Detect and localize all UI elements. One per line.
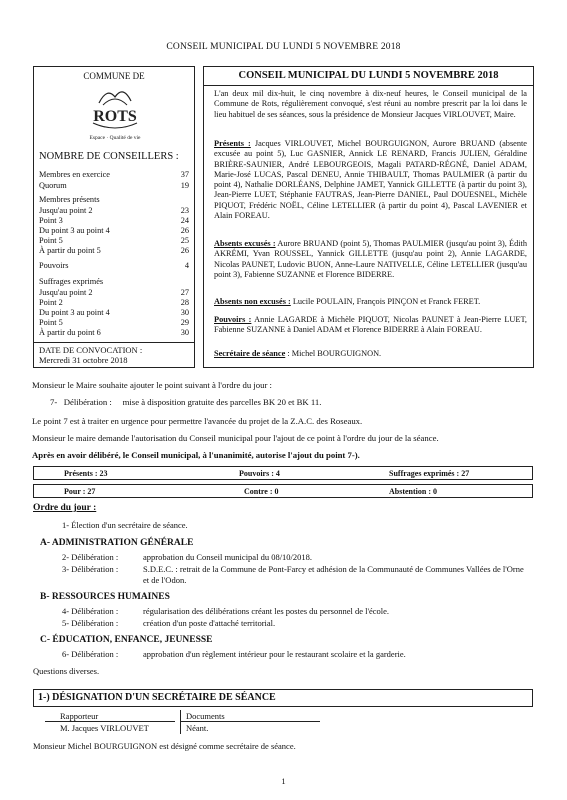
decision-paragraph: Après en avoir délibéré, le Conseil municipal, à l'unanimité, autorise l'ajout du point 7-). (32, 450, 360, 460)
session-title: CONSEIL MUNICIPAL DU LUNDI 5 NOVEMBRE 2018 (238, 70, 499, 81)
vote-suffrages: Suffrages exprimés : 27 (389, 469, 470, 478)
stat-row: Du point 3 au point 4 30 (39, 308, 189, 317)
stat-row: À partir du point 5 26 (39, 246, 189, 255)
agenda-item-label: 6- Délibération : (62, 649, 119, 659)
documents-value: Néant. (186, 723, 209, 733)
section-1-title-box (33, 689, 533, 707)
pouvoirs-paragraph: Pouvoirs : Annie LAGARDE à Michèle PIQUOT, Nicolas PAUNET à Jean-Pierre LUET, Fabienne SUZANNE à Daniel ADAM et Florence BIDERRE à Alain FOREAU. (214, 315, 527, 335)
votes-row-1 (33, 466, 533, 480)
suffrages-label: Suffrages exprimés (39, 277, 104, 286)
stat-row: Point 2 28 (39, 298, 189, 307)
vote-pour: Pour : 27 (64, 487, 96, 496)
convocation-label: DATE DE CONVOCATION : (39, 345, 143, 355)
rapporteur-label: Rapporteur (60, 711, 99, 721)
non-excuses-paragraph: Absents non excusés : Lucile POULAIN, François PINÇON et Franck FERET. (214, 297, 481, 306)
agenda-item-label: 2- Délibération : (62, 552, 119, 562)
page-header: CONSEIL MUNICIPAL DU LUNDI 5 NOVEMBRE 2018 (166, 42, 401, 52)
agenda-item-text: approbation du Conseil municipal du 08/10/2018. (143, 552, 313, 562)
divider (45, 721, 175, 722)
votes-row-2 (33, 484, 533, 498)
divider (180, 710, 181, 734)
session-info-box (203, 66, 534, 368)
intro-paragraph: L'an deux mil dix-huit, le cinq novembre à dix-neuf heures, le Conseil municipal de la Commune de Rots, régulièrement convoqué, s'est réuni au nombre prescrit par la loi dans le lieu habituel de ses séances, sous la présidence de Monsieur Jacques VIRLOUVET, Maire. (214, 89, 527, 119)
page-number: 1 (281, 776, 286, 786)
section-a-title: A- ADMINISTRATION GÉNÉRALE (40, 538, 194, 548)
section-c-title: C- ÉDUCATION, ENFANCE, JEUNESSE (40, 635, 213, 645)
agenda-item-text: création d'un poste d'attaché territorial. (143, 618, 276, 628)
section-b-title: B- RESSOURCES HUMAINES (40, 592, 170, 602)
vote-abstention: Abstention : 0 (389, 487, 438, 496)
stat-row: Du point 3 au point 4 26 (39, 226, 189, 235)
added-item: 7- Délibération : mise à disposition gratuite des parcelles BK 20 et BK 11. (50, 397, 322, 407)
council-stats-box (33, 66, 195, 368)
body-paragraph: Monsieur le Maire souhaite ajouter le point suivant à l'ordre du jour : (32, 380, 272, 390)
divider (180, 721, 320, 722)
agenda-item: 1- Élection d'un secrétaire de séance. (62, 520, 188, 530)
questions-diverses: Questions diverses. (33, 666, 100, 676)
vote-pouvoirs: Pouvoirs : 4 (239, 469, 280, 478)
stat-row: À partir du point 6 30 (39, 328, 189, 337)
body-paragraph: Le point 7 est à traiter en urgence pour permettre l'avancée du projet de la Z.A.C. des Roseaux. (32, 416, 363, 426)
stat-row: Point 3 24 (39, 216, 189, 225)
rots-logo (79, 83, 151, 143)
vote-contre: Contre : 0 (244, 487, 279, 496)
agenda-item-label: 5- Délibération : (62, 618, 119, 628)
agenda-item-text: régularisation des délibérations créant les postes du personnel de l'école. (143, 606, 390, 616)
logo-tagline: Espace · Qualité de vie (89, 135, 141, 141)
ordre-du-jour-title: Ordre du jour : (33, 503, 97, 513)
stat-row: Quorum 19 (39, 181, 189, 190)
rapporteur-value: M. Jacques VIRLOUVET (60, 723, 149, 733)
section-1-title: 1-) DÉSIGNATION D'UN SECRÉTAIRE DE SÉANCE (38, 692, 276, 703)
divider (204, 85, 533, 86)
stat-row: Jusqu'au point 2 27 (39, 288, 189, 297)
stat-row: Pouvoirs 4 (39, 261, 189, 270)
stat-row: Jusqu'au point 2 23 (39, 206, 189, 215)
stat-row: Membres en exercice 37 (39, 170, 189, 179)
body-paragraph: Monsieur le maire demande l'autorisation du Conseil municipal pour l'ajout de ce point à l'ordre du jour de la séance. (32, 433, 439, 443)
presents-label: Membres présents (39, 195, 100, 204)
secretaire-paragraph: Secrétaire de séance : Michel BOURGUIGNON. (214, 349, 382, 358)
excuses-paragraph: Absents excusés : Aurore BRUAND (point 5), Thomas PAULMIER (jusqu'au point 3), Édith AKRÉMI, Yvan ROUSSEL, Yannick GILLETTE (jusqu'au point 2), Annie LAGARDE, Nicolas PAUNET, Ludovic BUON, Anne-Laure NATIVELLE, Céline LETELLIER (jusqu'au point 3), Fabienne SUZANNE et Florence BIDERRE. (214, 239, 527, 279)
agenda-item-text: S.D.E.C. : retrait de la Commune de Pont-Farcy et adhésion de la Communauté de Communes Vallées de l'Orne et de l'Odon. (143, 564, 524, 585)
vote-presents: Présents : 23 (64, 469, 108, 478)
logo-text: ROTS (93, 108, 137, 125)
final-statement: Monsieur Michel BOURGUIGNON est désigné comme secrétaire de séance. (33, 741, 296, 751)
convocation-date: Mercredi 31 octobre 2018 (39, 355, 128, 365)
agenda-item-label: 3- Délibération : (62, 564, 119, 574)
stat-row: Point 5 25 (39, 236, 189, 245)
presents-paragraph: Présents : Jacques VIRLOUVET, Michel BOURGUIGNON, Aurore BRUAND (absente excusée au point 5), Luc GASNIER, Annick LE RENARD, Francis JULIEN, Géraldine BRIÈRE-SAUNIER, André LEBOURGEOIS, Magali PATARD-RÉGNÉ, Daniel ADAM, Marie-José LUCAS, Pascal DENEU, Annie THIBAULT, Thomas PAULMIER (à partir du point 4), Nathalie DORLÉANS, Delphine JAMET, Yannick GILLETTE (à partir du point 3), Jean-Pierre LUET, Stéphanie FAUTRAS, Jean-Pierre DANIEL, Paul DOUESNEL, Michèle PIQUOT, Frédéric NOËL, Céline LETELLIER (à partir du point 4), Pascal LAVENIER et Alain FOREAU. (214, 139, 527, 221)
stat-row: Point 5 29 (39, 318, 189, 327)
agenda-item-label: 4- Délibération : (62, 606, 119, 616)
divider (34, 342, 194, 343)
nb-conseillers-title: NOMBRE DE CONSEILLERS : (39, 151, 179, 162)
documents-label: Documents (186, 711, 225, 721)
commune-label: COMMUNE DE (83, 71, 145, 81)
agenda-item-text: approbation d'un règlement intérieur pour le restaurant scolaire et la garderie. (143, 649, 406, 659)
